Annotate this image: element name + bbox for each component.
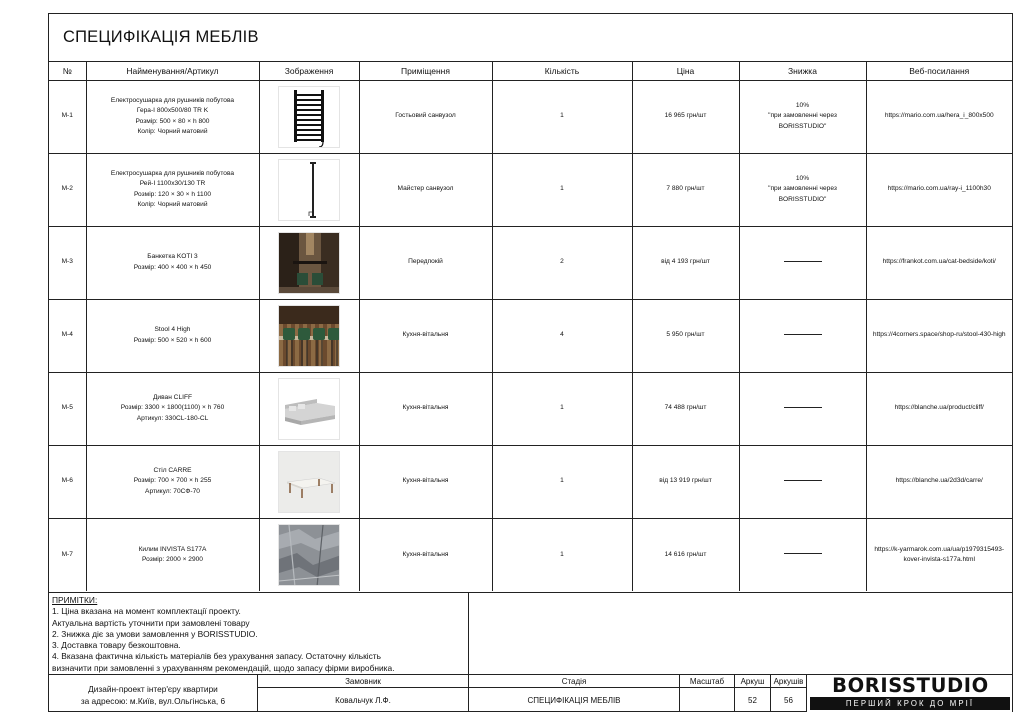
row-qty: 4 <box>492 299 632 372</box>
dash-mark <box>784 553 822 554</box>
row-image <box>259 518 359 591</box>
grey-rug-image <box>278 524 340 586</box>
borisstudio-logo <box>807 675 1012 712</box>
header-discount: Знижка <box>739 62 866 80</box>
row-link[interactable]: https://blanche.ua/2d3d/carre/ <box>866 445 1012 518</box>
row-room: Кухня-вітальня <box>359 518 492 591</box>
row-discount <box>739 226 866 299</box>
stage-label: Стадія <box>469 675 680 688</box>
row-name: Стіл CARRE Розмір: 700 × 700 × h 255 Артикул: 70СФ-70 <box>86 445 259 518</box>
note-line: Актуальна вартість уточнити при замовлені товару <box>52 617 250 628</box>
row-price: 74 488 грн/шт <box>632 372 739 445</box>
title-stamp <box>49 674 1012 711</box>
row-image <box>259 153 359 226</box>
scale-label: Масштаб <box>680 675 735 688</box>
row-num: М-4 <box>49 299 86 372</box>
black-towel-dryer-image <box>278 86 340 148</box>
row-room: Кухня-вітальня <box>359 299 492 372</box>
table-row <box>49 153 1012 226</box>
table-row <box>49 372 1012 445</box>
corner-sofa-image <box>278 378 340 440</box>
slim-towel-dryer-image <box>278 159 340 221</box>
table-row <box>49 518 1012 591</box>
row-name: Електросушарка для рушників побутова Рей-І 1100х30/130 TR Розмір: 120 × 30 × h 1100 Колір: Чорний матовий <box>86 153 259 226</box>
header-link: Веб-посилання <box>866 62 1012 80</box>
row-discount: 10% "при замовленні через BORISSTUDIO" <box>739 153 866 226</box>
row-qty: 1 <box>492 153 632 226</box>
logo-tagline: ПЕРШИЙ КРОК ДО МРІЇ <box>810 697 1010 710</box>
dash-mark <box>784 407 822 408</box>
row-price: від 4 193 грн/шт <box>632 226 739 299</box>
dash-mark <box>784 334 822 335</box>
spec-table <box>49 62 1012 591</box>
row-name: Килим INVISTA S177A Розмір: 2000 × 2900 <box>86 518 259 591</box>
sheet-label: Аркуш <box>735 675 771 688</box>
row-discount <box>739 518 866 591</box>
row-room: Передпокій <box>359 226 492 299</box>
note-line: 1. Ціна вказана на момент комплектації проекту. <box>52 606 241 617</box>
row-price: 16 965 грн/шт <box>632 80 739 153</box>
row-link[interactable]: https://4corners.space/shop-ru/stool-430-high <box>866 299 1012 372</box>
dash-mark <box>784 480 822 481</box>
row-room: Майстер санвузол <box>359 153 492 226</box>
row-room: Кухня-вітальня <box>359 445 492 518</box>
row-link[interactable]: https://frankot.com.ua/cat-bedside/koti/ <box>866 226 1012 299</box>
row-image <box>259 445 359 518</box>
note-line: визначити при замовленні з урахуванням рекомендацій, щодо запасу фірми виробника. <box>52 662 395 673</box>
bar-stools-image <box>278 305 340 367</box>
row-room: Гостьовий санвузол <box>359 80 492 153</box>
table-row <box>49 80 1012 153</box>
header-image: Зображення <box>259 62 359 80</box>
row-name: Банкетка KOTI 3 Розмір: 400 × 400 × h 450 <box>86 226 259 299</box>
header-room: Приміщення <box>359 62 492 80</box>
table-row <box>49 226 1012 299</box>
row-image <box>259 299 359 372</box>
table-header-row <box>49 62 1012 80</box>
row-room: Кухня-вітальня <box>359 372 492 445</box>
note-line: 3. Доставка товару безкоштовна. <box>52 640 181 650</box>
row-discount <box>739 299 866 372</box>
table-row <box>49 299 1012 372</box>
header-name: Найменування/Артикул <box>86 62 259 80</box>
row-name: Диван CLIFF Розмір: 3300 × 1800(1100) × h 760 Артикул: 330CL-180-CL <box>86 372 259 445</box>
header-num: № <box>49 62 86 80</box>
sheets-value: 56 <box>771 688 807 712</box>
notes <box>49 592 469 674</box>
logo-name: BORISSTUDIO <box>832 674 989 697</box>
title-block <box>49 14 1012 62</box>
row-num: М-1 <box>49 80 86 153</box>
spec-sheet <box>48 13 1013 712</box>
row-discount <box>739 445 866 518</box>
row-image <box>259 372 359 445</box>
row-num: М-7 <box>49 518 86 591</box>
project-description: Дизайн-проект інтер'єру квартири за адресою: м.Київ, вул.Ольгінська, 6 <box>49 675 258 712</box>
row-price: 7 880 грн/шт <box>632 153 739 226</box>
customer-value: Ковальчук Л.Ф. <box>258 688 469 712</box>
row-link[interactable]: https://mario.com.ua/ray-i_1100h30 <box>866 153 1012 226</box>
notes-blank-area <box>469 592 1012 674</box>
page-title: СПЕЦИФІКАЦІЯ МЕБЛІВ <box>63 28 259 46</box>
notes-heading: ПРИМІТКИ: <box>52 595 98 605</box>
row-qty: 1 <box>492 518 632 591</box>
row-image <box>259 80 359 153</box>
row-discount: 10% "при замовленні через BORISSTUDIO" <box>739 80 866 153</box>
table-row <box>49 445 1012 518</box>
row-image <box>259 226 359 299</box>
row-qty: 1 <box>492 445 632 518</box>
dash-mark <box>784 261 822 262</box>
coffee-table-image <box>278 451 340 513</box>
stage-value: СПЕЦИФІКАЦІЯ МЕБЛІВ <box>469 688 680 712</box>
row-qty: 1 <box>492 372 632 445</box>
row-name: Stool 4 High Розмір: 500 × 520 × h 600 <box>86 299 259 372</box>
row-num: М-2 <box>49 153 86 226</box>
row-qty: 2 <box>492 226 632 299</box>
row-discount <box>739 372 866 445</box>
row-name: Електросушарка для рушників побутова Гера-І 800х500/80 TR K Розмір: 500 × 80 × h 800 Колір: Чорний матовий <box>86 80 259 153</box>
row-link[interactable]: https://mario.com.ua/hera_i_800x500 <box>866 80 1012 153</box>
header-price: Ціна <box>632 62 739 80</box>
row-num: М-3 <box>49 226 86 299</box>
row-price: 5 950 грн/шт <box>632 299 739 372</box>
row-num: М-6 <box>49 445 86 518</box>
header-qty: Кількість <box>492 62 632 80</box>
row-num: М-5 <box>49 372 86 445</box>
sheets-label: Аркушів <box>771 675 807 688</box>
customer-label: Замовник <box>258 675 469 688</box>
note-line: 4. Вказана фактична кількість матеріалів без урахування запасу. Остаточну кількість <box>52 651 382 662</box>
bench-interior-image <box>278 232 340 294</box>
row-price: від 13 919 грн/шт <box>632 445 739 518</box>
scale-value <box>680 688 735 712</box>
row-qty: 1 <box>492 80 632 153</box>
row-link[interactable]: https://k-yarmarok.com.ua/ua/p1979315493-kover-invista-s177a.html <box>866 518 1012 591</box>
row-price: 14 616 грн/шт <box>632 518 739 591</box>
note-line: 2. Знижка діє за умови замовлення у BORISSTUDIO. <box>52 628 258 639</box>
sheet-value: 52 <box>735 688 771 712</box>
row-link[interactable]: https://blanche.ua/product/cliff/ <box>866 372 1012 445</box>
